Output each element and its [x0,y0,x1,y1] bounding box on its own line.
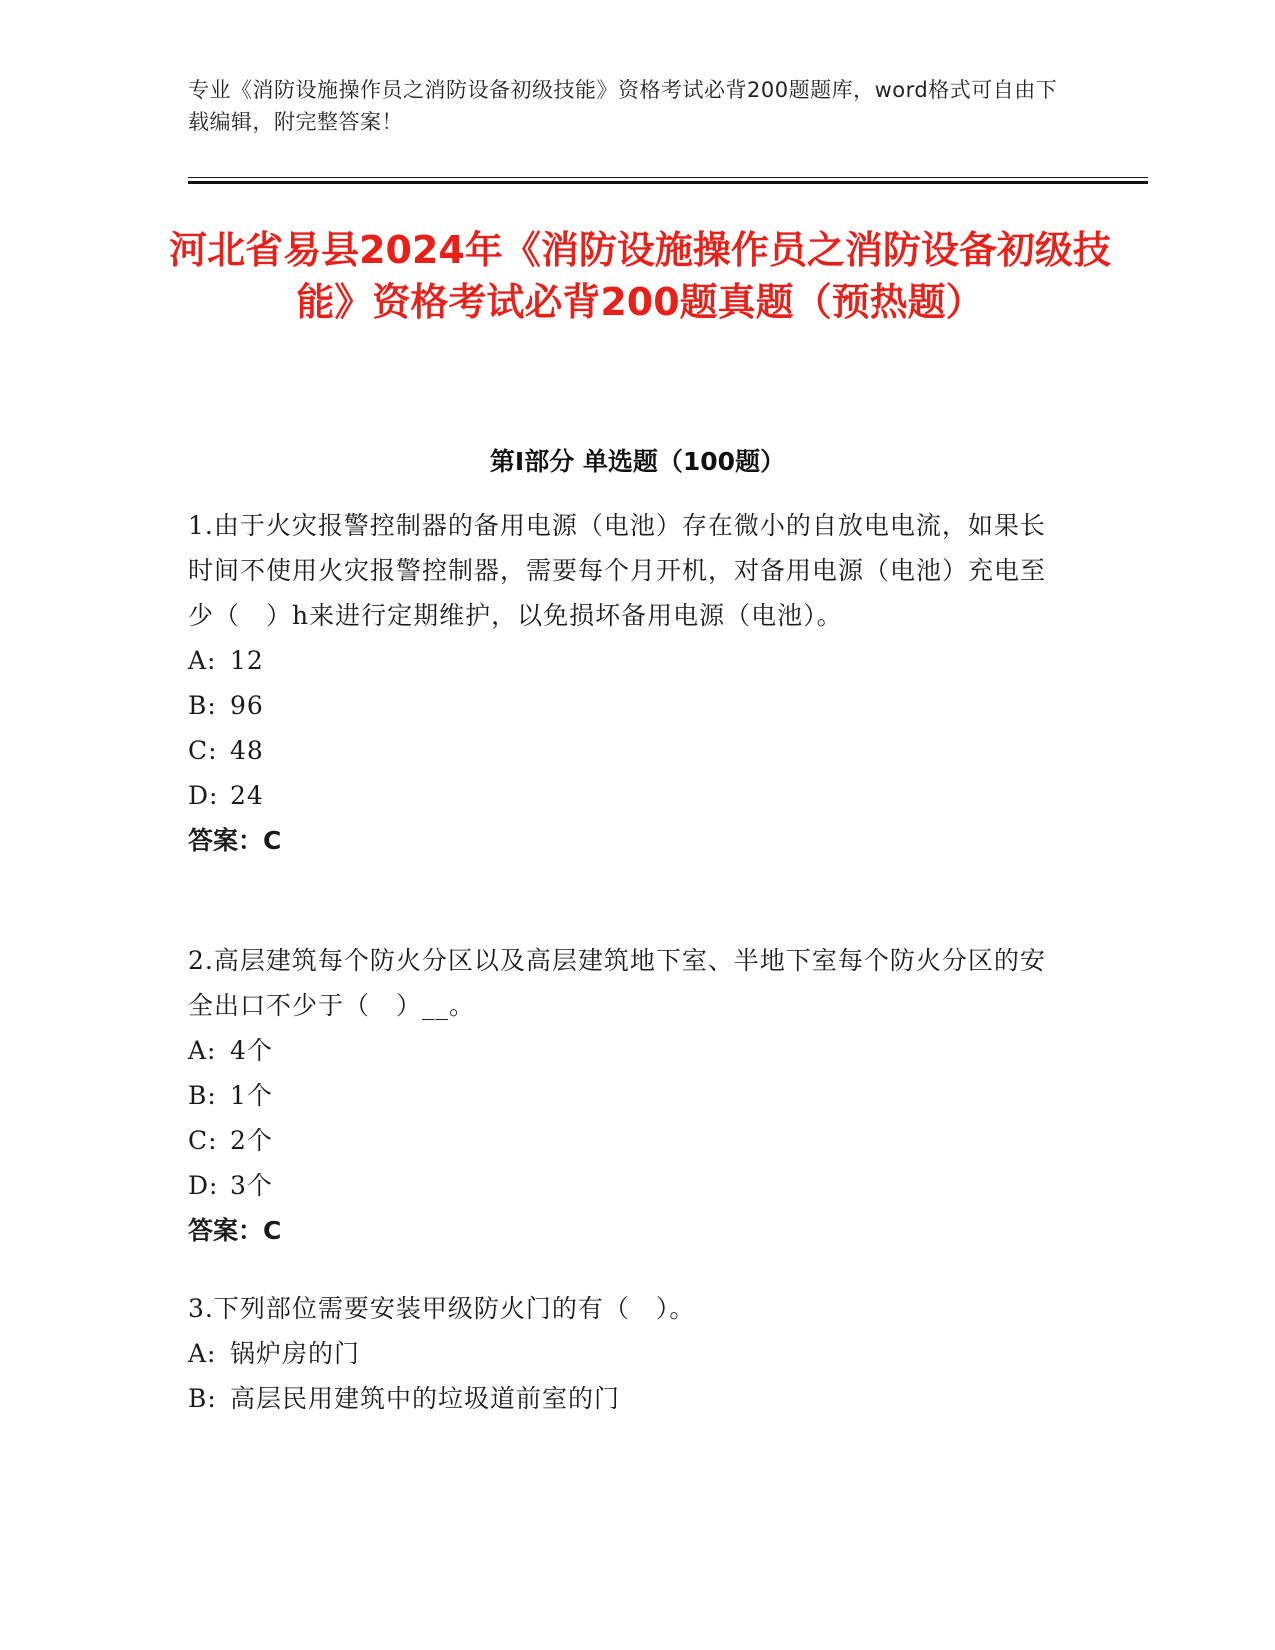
option-text: 1个 [230,1081,273,1110]
question-2 [188,938,1068,1253]
header-divider-thick [188,181,1148,184]
answer-line: 答案：C [188,826,282,855]
question-1 [188,503,1068,863]
header-note: 专业《消防设施操作员之消防设备初级技能》资格考试必背200题题库，word格式可自由下载编辑，附完整答案！ [188,78,1058,134]
option-text: 48 [230,736,264,765]
option-a [188,638,1068,683]
option-a [188,1331,1068,1376]
option-label: C: [188,736,218,765]
option-text: 高层民用建筑中的垃圾道前室的门 [230,1384,621,1413]
option-d [188,773,1068,818]
option-text: 2个 [230,1126,273,1155]
option-label: A: [188,1036,217,1065]
option-c [188,1118,1068,1163]
option-text: 12 [230,646,264,675]
answer-line: 答案：C [188,1216,282,1245]
question-3 [188,1286,1068,1421]
question-text: 3.下列部位需要安装甲级防火门的有（ ）。 [188,1294,696,1323]
option-label: C: [188,1126,218,1155]
header-divider-thin [188,177,1148,178]
section-heading: 第I部分 单选题（100题） [489,447,786,476]
option-b [188,683,1068,728]
option-label: B: [188,1384,217,1413]
option-label: B: [188,691,217,720]
question-text: 2.高层建筑每个防火分区以及高层建筑地下室、半地下室每个防火分区的安全出口不少于（ ）__。 [188,946,1046,1020]
option-label: A: [188,646,217,675]
document-title: 河北省易县2024年《消防设施操作员之消防设备初级技能》资格考试必背200题真题（预热题） [169,228,1111,324]
option-label: D: [188,781,219,810]
option-label: A: [188,1339,217,1368]
option-text: 24 [230,781,264,810]
option-d [188,1163,1068,1208]
option-a [188,1028,1068,1073]
option-c [188,728,1068,773]
option-text: 锅炉房的门 [230,1339,361,1368]
option-b [188,1376,1068,1421]
option-text: 4个 [230,1036,273,1065]
question-text: 1.由于火灾报警控制器的备用电源（电池）存在微小的自放电电流，如果长时间不使用火灾报警控制器，需要每个月开机，对备用电源（电池）充电至少（ ）h来进行定期维护，以免损坏备用电源（电池）。 [188,511,1047,630]
option-text: 3个 [230,1171,273,1200]
option-label: B: [188,1081,217,1110]
option-label: D: [188,1171,219,1200]
option-text: 96 [230,691,264,720]
option-b [188,1073,1068,1118]
